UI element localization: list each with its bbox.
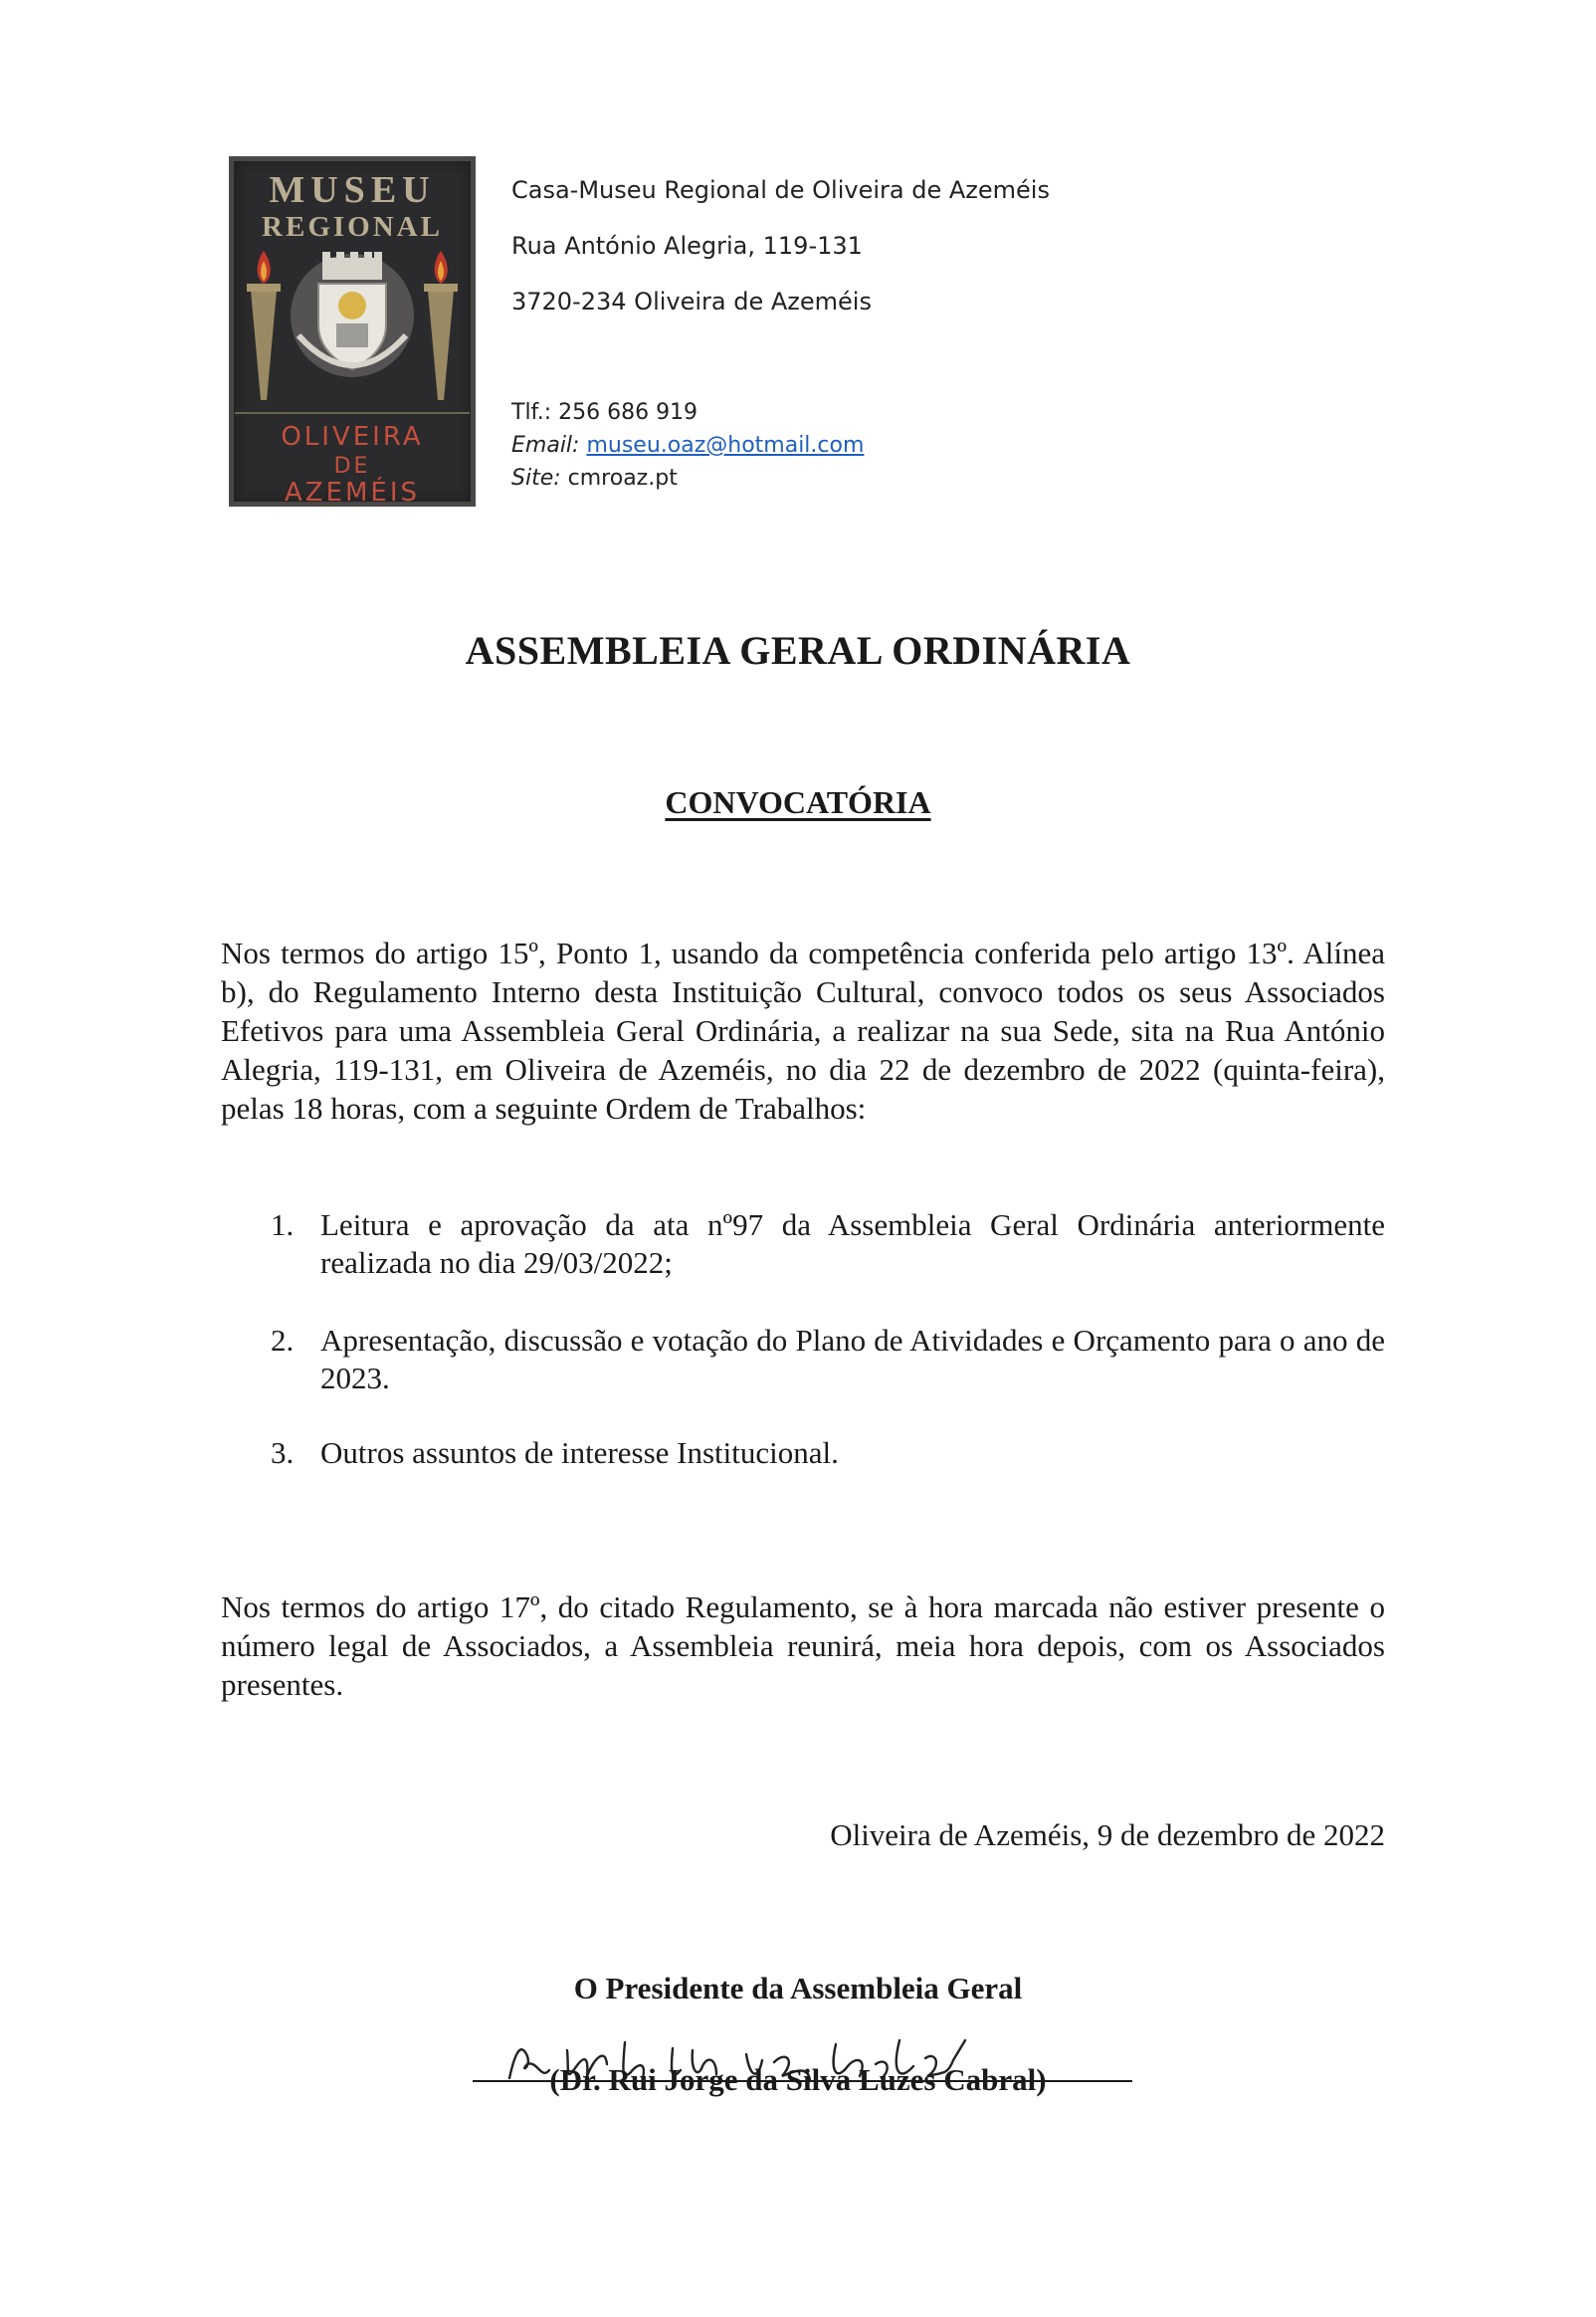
intro-paragraph: Nos termos do artigo 15º, Ponto 1, usando da competência conferida pelo artigo 13º. Alínea b), do Regulamento Interno desta Instituição Cultural, convoco todos os seus Associados Efetivos para uma Assembleia Geral Ordinária, a realizar na sua Sede, sita na Rua António Alegria, 119-131, em Oliveira de Azeméis, no dia 22 de dezembro de 2022 (quinta-feira), pelas 18 horas, com a seguinte Ordem de Trabalhos: <box>221 936 1385 1126</box>
agenda-text: Outros assuntos de interesse Institucional. <box>320 1435 839 1470</box>
museum-street: Rua António Alegria, 119-131 <box>511 232 863 260</box>
date-line: Oliveira de Azeméis, 9 de dezembro de 2022 <box>830 1817 1385 1852</box>
logo-line-de: DE <box>333 454 371 479</box>
logo-line-azemeis: AZEMÉIS <box>284 478 421 507</box>
email-label: Email: <box>511 433 580 458</box>
torch-icon <box>247 251 281 400</box>
email-link[interactable]: museu.oaz@hotmail.com <box>586 433 865 458</box>
agenda-number: 1. <box>271 1207 295 1242</box>
torch-icon <box>424 251 458 400</box>
agenda-text: Leitura e aprovação da ata nº97 da Assembleia Geral Ordinária anteriormente realizada no dia 29/03/2022; <box>320 1207 1385 1280</box>
logo-line-regional: REGIONAL <box>262 211 443 243</box>
site-label: Site: <box>511 466 561 491</box>
museum-postal: 3720-234 Oliveira de Azeméis <box>511 288 872 316</box>
subtitle-text: CONVOCATÓRIA <box>665 784 931 820</box>
agenda-text: Apresentação, discussão e votação do Plano de Atividades e Orçamento para o ano de 2023. <box>320 1323 1385 1395</box>
museum-email-row <box>511 433 864 458</box>
closing-paragraph: Nos termos do artigo 17º, do citado Regulamento, se à hora marcada não estiver presente o número legal de Associados, a Assembleia reunirá, meia hora depois, com os Associados presentes. <box>221 1589 1385 1702</box>
agenda-number: 3. <box>271 1435 295 1470</box>
site-value: cmroaz.pt <box>567 466 678 491</box>
logo-line-museu: MUSEU <box>269 169 436 211</box>
signer-name: (Dr. Rui Jorge da Silva Luzes Cabral) <box>549 2062 1047 2097</box>
logo-graphic <box>229 156 476 507</box>
signer-role: O Presidente da Assembleia Geral <box>573 1971 1023 2005</box>
museum-phone: Tlf.: 256 686 919 <box>511 400 698 425</box>
coat-of-arms-icon <box>291 252 414 377</box>
document-title: ASSEMBLEIA GERAL ORDINÁRIA <box>465 628 1131 673</box>
museum-logo <box>229 156 476 507</box>
museum-name: Casa-Museu Regional de Oliveira de Azeméis <box>511 176 1050 204</box>
document-subtitle <box>0 784 1596 821</box>
agenda-number: 2. <box>271 1323 295 1358</box>
logo-line-oliveira: OLIVEIRA <box>281 422 424 452</box>
museum-site-row <box>511 466 678 491</box>
